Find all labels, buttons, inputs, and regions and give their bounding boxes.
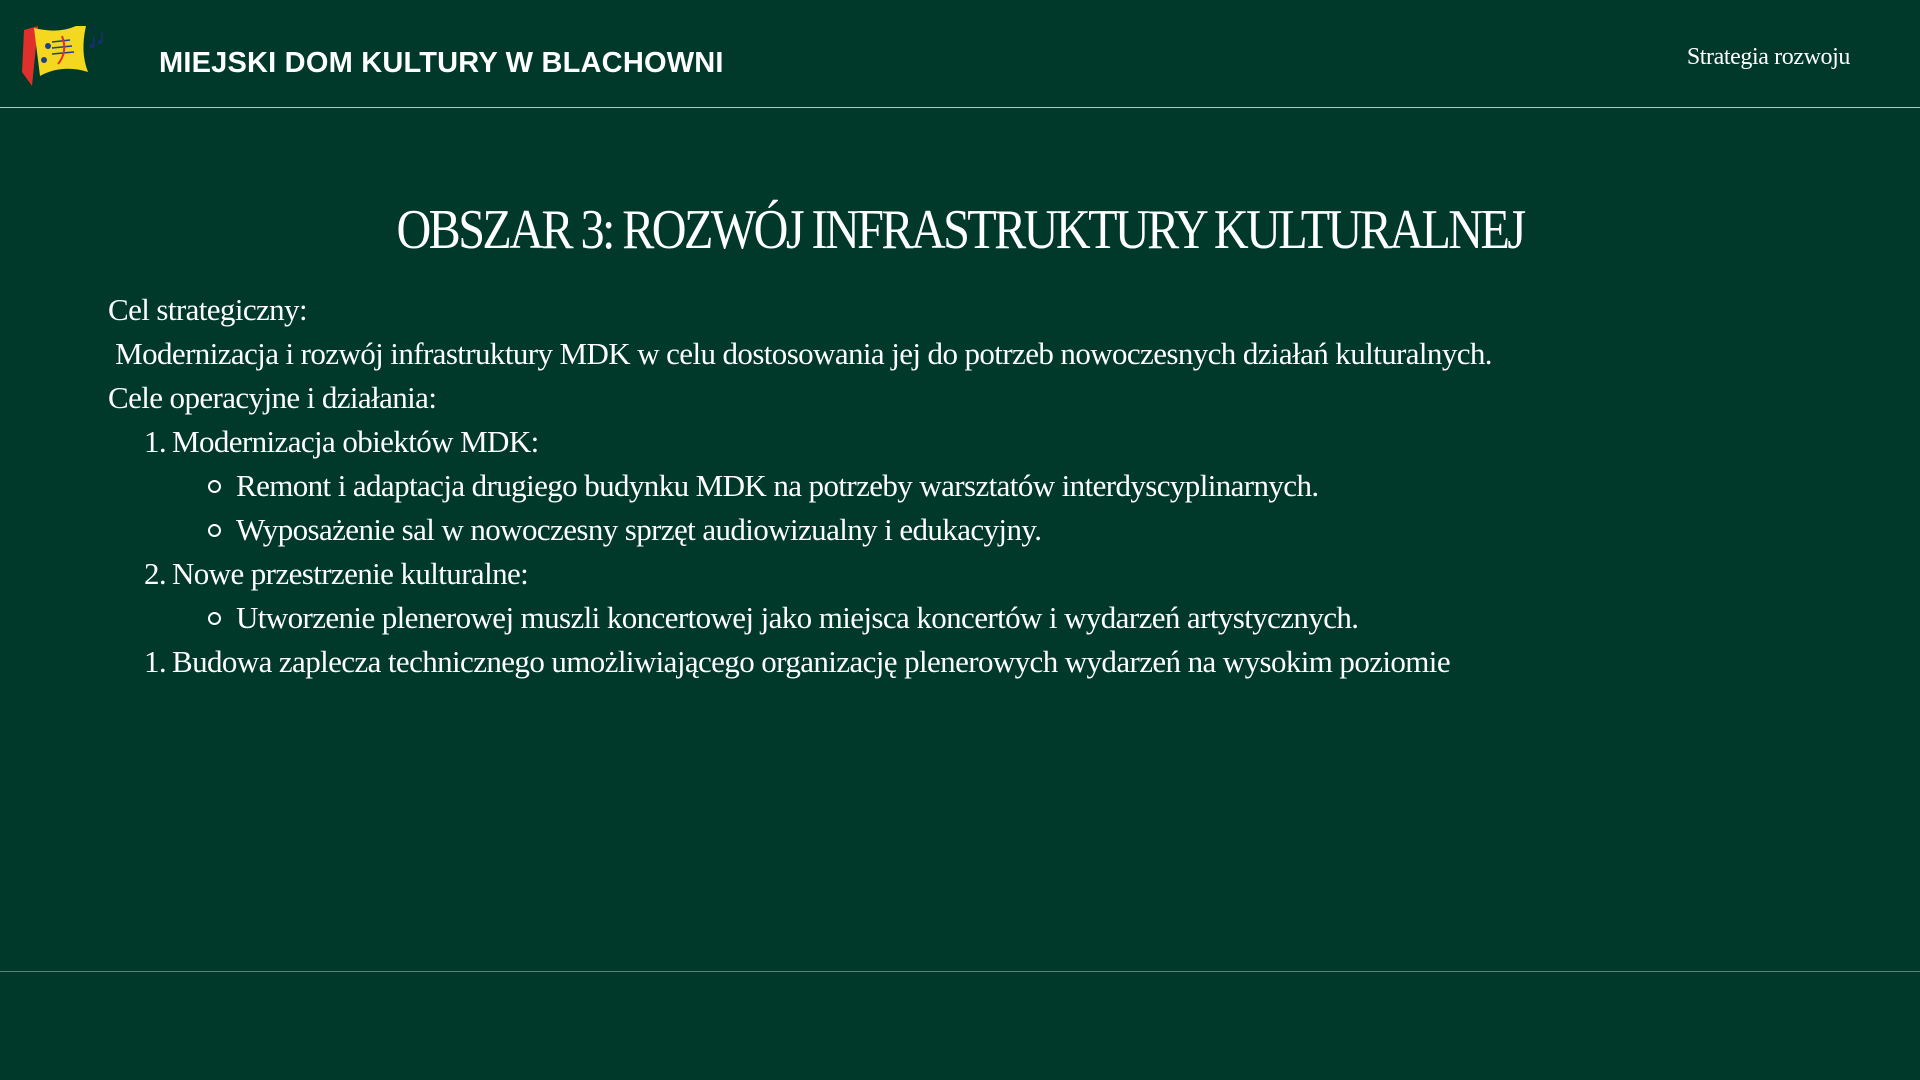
slide-title: OBSZAR 3: ROZWÓJ INFRASTRUKTURY KULTURALNEJ <box>396 199 1524 261</box>
bullet-text: Utworzenie plenerowej muszli koncertowej jako miejsca koncertów i wydarzeń artystycznych. <box>236 600 1359 635</box>
objectives-label: Cele operacyjne i działania: <box>108 380 437 415</box>
bullet-item <box>108 508 1868 552</box>
list-number: 2. <box>143 556 166 591</box>
hollow-bullet-icon <box>208 612 221 625</box>
goal-label: Cel strategiczny: <box>108 292 307 327</box>
list-number: 1. <box>143 644 166 679</box>
bullet-item <box>108 596 1868 640</box>
goal-text: Modernizacja i rozwój infrastruktury MDK w celu dostosowania jej do potrzeb nowoczesnych działań kulturalnych. <box>108 336 1492 371</box>
section-label: Strategia rozwoju <box>1686 44 1850 70</box>
bullet-text: Remont i adaptacja drugiego budynku MDK na potrzeby warsztatów interdyscyplinarnych. <box>236 468 1319 503</box>
hollow-bullet-icon <box>208 480 221 493</box>
list-item-label: Modernizacja obiektów MDK: <box>172 424 539 459</box>
list-item <box>108 640 1868 684</box>
list-item <box>108 420 1868 464</box>
footer-divider <box>0 971 1920 972</box>
list-number: 1. <box>143 424 166 459</box>
organization-name: MIEJSKI DOM KULTURY W BLACHOWNI <box>159 47 724 79</box>
header <box>0 0 1920 108</box>
mdk-logo-icon <box>18 24 118 88</box>
list-item-label: Budowa zaplecza technicznego umożliwiającego organizację plenerowych wydarzeń na wysokim poziomie <box>172 644 1450 679</box>
hollow-bullet-icon <box>208 524 221 537</box>
slide-content <box>108 288 1868 684</box>
bullet-item <box>108 464 1868 508</box>
list-item <box>108 552 1868 596</box>
bullet-text: Wyposażenie sal w nowoczesny sprzęt audiowizualny i edukacyjny. <box>236 512 1042 547</box>
list-item-label: Nowe przestrzenie kulturalne: <box>172 556 529 591</box>
